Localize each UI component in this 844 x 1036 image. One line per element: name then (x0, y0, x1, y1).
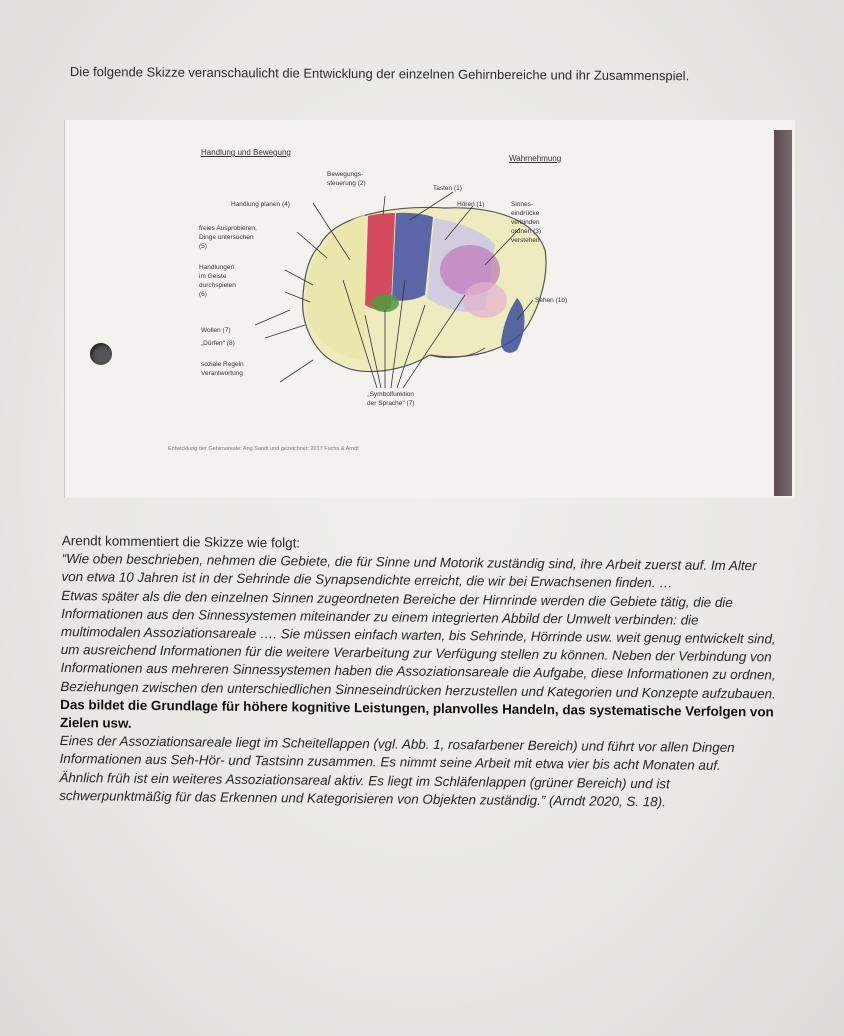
body-paragraph-2-bold: Das bildet die Grundlage für höhere kognitive Leistungen, planvolles Handeln, das systematische Verfolgen von Zielen usw. (59, 696, 774, 731)
label-tasten: Tasten (1) (433, 185, 462, 192)
figure-caption: Entwicklung der Gehirnareale: Ang.Sandt und gezeichnet: 2017 Fuchs & Arndt (168, 446, 359, 452)
body-paragraph-4: Ähnlich früh ist ein weiteres Assoziationsareal aktiv. Es liegt im Schläfenlappen (grüner Bereich) und ist schwerpunktmäßig für das Erkennen und Kategorisieren von Objekten zuständig.” (Arndt 2020, S. 18). (59, 769, 670, 810)
label-freies-ausprobieren: freies Ausprobieren, Dinge untersuchen (5) (199, 225, 257, 250)
body-paragraph-2 (60, 587, 781, 740)
body-paragraph-2-text: Etwas später als die den einzelnen Sinnen zugeordneten Bereiche der Hirnrinde werden die Gebiete tätig, die die Informationen aus den Sinnessystemen miteinander zu einem integrierten Abbild der Umwelt verbinden: die multimodalen Assoziationsareale …. Sie müssen einfach warten, bis Sehrinde, Hörrinde usw. weit genug entwickelt sind, um ausreichend Informationen für die weitere Verarbeitung zur Verfügung stellen zu können. Neben der Verbindung von Informationen aus mehreren Sinnessystemen haben die Assoziationsareale die Aufgabe, diese Informationen zu ordnen, Beziehungen zwischen den unterschiedlichen Sinneseindrücken herzustellen und Kategorien und Konzepte aufzubauen. (60, 587, 776, 702)
intro-text: Die folgende Skizze veranschaulicht die Entwicklung der einzelnen Gehirnbereiche und ihr Zusammenspiel. (69, 64, 690, 84)
label-soziale-regeln: soziale Regeln Verantwortung (201, 361, 244, 377)
body-intro-line: Arendt kommentiert die Skizze wie folgt: (61, 532, 301, 551)
label-duerfen: „Dürfen" (8) (201, 340, 235, 347)
label-bewegungssteuerung: Bewegungs- steuerung (2) (327, 171, 366, 187)
label-symbolfunktion: „Symbolfunktion der Sprache" (7) (367, 391, 415, 407)
label-hoeren: Hören (1) (457, 201, 485, 208)
punch-hole (90, 343, 112, 365)
binder-strip (774, 130, 792, 496)
body-text (59, 532, 782, 813)
body-paragraph-3: Eines der Assoziationsareale liegt im Scheitellappen (vgl. Abb. 1, rosafarbener Bereich) und führt vor allen Dingen Informationen aus Seh-Hör- und Tastsinn zusammen. Es nimmt seine Arbeit mit etwa vier bis acht Monaten auf. (59, 733, 735, 774)
label-sinneseindruecke: Sinnes- eindrücke verbinden ordnen (3) verstehen (511, 201, 541, 244)
brain-figure (64, 120, 795, 498)
body-paragraph-1: “Wie oben beschrieben, nehmen die Gebiete, die für Sinne und Motorik zuständig sind, ihre Arbeit zuerst auf. Im Alter von etwa 10 Jahren ist in der Sehrinde die Synapsendichte erreicht, die wir bei Erwachsenen finden. … (61, 551, 757, 591)
temporal-green (371, 294, 399, 312)
heading-wahrnehmung: Wahrnehmung (509, 154, 562, 163)
label-wollen: Wollen (7) (201, 327, 231, 334)
heading-handlung: Handlung und Bewegung (201, 148, 291, 157)
brain-sketch (65, 120, 795, 498)
parietal-pink-lower (463, 282, 507, 318)
label-handlungen-geiste: Handlungen im Geiste durchspielen (6) (199, 264, 236, 298)
label-sehen: Sehen (1b) (535, 297, 568, 304)
label-handlung-planen: Handlung planen (4) (231, 201, 290, 208)
